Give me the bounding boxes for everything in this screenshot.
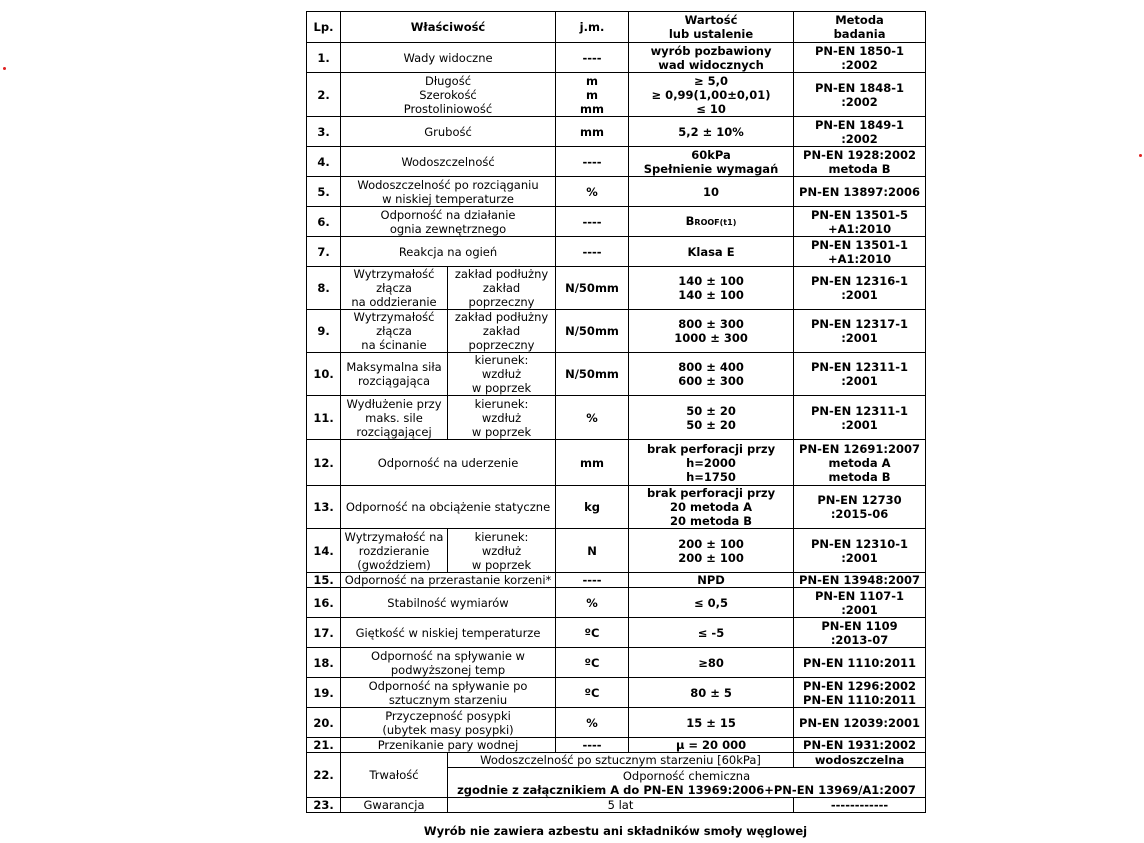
test-method: ------------ [794,798,926,813]
table-row [307,396,926,440]
value: 800 ± 300 1000 ± 300 [629,310,794,353]
test-method: PN-EN 1928:2002 metoda B [794,147,926,177]
row-number: 21. [307,738,341,753]
table-row [307,753,926,768]
property-detail: kierunek: wzdłuż w poprzek [448,353,556,396]
row-number: 6. [307,207,341,237]
unit: ---- [556,738,629,753]
test-method: PN-EN 12317-1 :2001 [794,310,926,353]
property-name: Reakcja na ogień [341,237,556,267]
test-method: PN-EN 13897:2006 [794,177,926,207]
property-name: Wytrzymałość na rozdzieranie (gwoździem) [341,529,448,573]
test-method: PN-EN 12730 :2015-06 [794,486,926,529]
value: 10 [629,177,794,207]
property-name: Wytrzymałość złącza na ścinanie [341,310,448,353]
property-name: Gwarancja [341,798,448,813]
table-row [307,237,926,267]
test-method: PN-EN 12310-1 :2001 [794,529,926,573]
property-name: Wydłużenie przy maks. sile rozciągającej [341,396,448,440]
test-method: PN-EN 1931:2002 [794,738,926,753]
unit: ---- [556,237,629,267]
value: 50 ± 20 50 ± 20 [629,396,794,440]
value: ≤ -5 [629,618,794,648]
table-row [307,678,926,708]
table-row [307,147,926,177]
value: 5 lat [448,798,794,813]
row-number: 2. [307,73,341,117]
unit: ºC [556,678,629,708]
row-number: 23. [307,798,341,813]
value: μ = 20 000 [629,738,794,753]
row-number: 12. [307,440,341,486]
row-number: 17. [307,618,341,648]
table-row [307,738,926,753]
property-detail: kierunek: wzdłuż w poprzek [448,529,556,573]
property-name: Wytrzymałość złącza na oddzieranie [341,267,448,310]
row-number: 1. [307,43,341,73]
unit: ºC [556,618,629,648]
header-unit: j.m. [556,12,629,43]
property-name: Odporność na działanie ognia zewnętrznego [341,207,556,237]
test-method: PN-EN 13948:2007 [794,573,926,588]
table-row [307,207,926,237]
row-number: 19. [307,678,341,708]
unit: ---- [556,43,629,73]
value: brak perforacji przy h=2000 h=1750 [629,440,794,486]
property-name: Stabilność wymiarów [341,588,556,618]
sub-property-chemical [448,768,926,798]
property-name: Wady widoczne [341,43,556,73]
test-method: PN-EN 12691:2007 metoda A metoda B [794,440,926,486]
test-method: PN-EN 1107-1 :2001 [794,588,926,618]
table-row [307,708,926,738]
row-number: 4. [307,147,341,177]
table-row [307,440,926,486]
value: wodoszczelna [794,753,926,768]
unit: mm [556,117,629,147]
property-name: Grubość [341,117,556,147]
table-row [307,177,926,207]
test-method: PN-EN 1110:2011 [794,648,926,678]
row-number: 3. [307,117,341,147]
value: 15 ± 15 [629,708,794,738]
row-number: 5. [307,177,341,207]
unit: % [556,588,629,618]
row-number: 16. [307,588,341,618]
test-method: PN-EN 1296:2002 PN-EN 1110:2011 [794,678,926,708]
header-property: Właściwość [341,12,556,43]
property-name: Wodoszczelność [341,147,556,177]
unit: mm [556,440,629,486]
row-number: 18. [307,648,341,678]
table-row [307,573,926,588]
table-row [307,618,926,648]
unit: N [556,529,629,573]
table-header [307,12,926,43]
unit: % [556,396,629,440]
table-row [307,43,926,73]
value: 60kPa Spełnienie wymagań [629,147,794,177]
value-main: B [685,213,695,228]
unit: % [556,708,629,738]
property-name: Odporność na uderzenie [341,440,556,486]
property-detail: zakład podłużny zakład poprzeczny [448,310,556,353]
table-row [307,310,926,353]
table-row [307,798,926,813]
footer-note: Wyrób nie zawiera azbestu ani składników smoły węglowej [423,824,808,838]
property-name: Odporność na spływanie w podwyższonej temp [341,648,556,678]
row-number: 20. [307,708,341,738]
table-row [307,267,926,310]
table-row [307,353,926,396]
sub-property-title: Odporność chemiczna [622,768,751,783]
value: 5,2 ± 10% [629,117,794,147]
header-value: Wartość lub ustalenie [629,12,794,43]
unit: N/50mm [556,353,629,396]
value [629,207,794,237]
red-mark-left [3,67,6,70]
value: ≥80 [629,648,794,678]
row-number: 7. [307,237,341,267]
row-number: 11. [307,396,341,440]
value: brak perforacji przy 20 metoda A 20 metoda B [629,486,794,529]
unit: ---- [556,207,629,237]
test-method: PN-EN 1849-1 :2002 [794,117,926,147]
unit: N/50mm [556,310,629,353]
property-detail: kierunek: wzdłuż w poprzek [448,396,556,440]
table-row [307,648,926,678]
unit: ---- [556,147,629,177]
table-row [307,588,926,618]
table-row [307,529,926,573]
test-method: PN-EN 1850-1 :2002 [794,43,926,73]
row-number: 9. [307,310,341,353]
red-mark-right [1139,154,1142,157]
test-method: PN-EN 1109 :2013-07 [794,618,926,648]
row-number: 14. [307,529,341,573]
test-method: PN-EN 12311-1 :2001 [794,396,926,440]
value-subscript: ROOF(t1) [694,217,737,227]
property-detail: zakład podłużny zakład poprzeczny [448,267,556,310]
value: 140 ± 100 140 ± 100 [629,267,794,310]
row-number: 22. [307,753,341,798]
test-method: PN-EN 1848-1 :2002 [794,73,926,117]
row-number: 13. [307,486,341,529]
row-number: 10. [307,353,341,396]
header-lp: Lp. [307,12,341,43]
table-row [307,73,926,117]
property-name: Odporność na przerastanie korzeni* [341,573,556,588]
unit: m m mm [556,73,629,117]
value: NPD [629,573,794,588]
property-name: Giętkość w niskiej temperaturze [341,618,556,648]
property-name: Maksymalna siła rozciągająca [341,353,448,396]
unit: % [556,177,629,207]
unit: N/50mm [556,267,629,310]
unit: ---- [556,573,629,588]
properties-table [306,11,926,813]
test-method: PN-EN 12311-1 :2001 [794,353,926,396]
property-name: Długość Szerokość Prostoliniowość [341,73,556,117]
test-method: PN-EN 12039:2001 [794,708,926,738]
row-number: 15. [307,573,341,588]
property-name: Trwałość [341,753,448,798]
value: wyrób pozbawiony wad widocznych [629,43,794,73]
value: Klasa E [629,237,794,267]
header-method: Metoda badania [794,12,926,43]
table-row [307,117,926,147]
property-name: Odporność na spływanie po sztucznym starzeniu [341,678,556,708]
value: 200 ± 100 200 ± 100 [629,529,794,573]
unit: kg [556,486,629,529]
test-method: PN-EN 13501-5 +A1:2010 [794,207,926,237]
sub-property-value: zgodnie z załącznikiem A do PN-EN 13969:2006+PN-EN 13969/A1:2007 [457,782,916,797]
unit: ºC [556,648,629,678]
value: ≤ 0,5 [629,588,794,618]
test-method: PN-EN 13501-1 +A1:2010 [794,237,926,267]
property-name: Przenikanie pary wodnej [341,738,556,753]
test-method: PN-EN 12316-1 :2001 [794,267,926,310]
property-name: Odporność na obciążenie statyczne [341,486,556,529]
row-number: 8. [307,267,341,310]
value: 800 ± 400 600 ± 300 [629,353,794,396]
property-name: Wodoszczelność po rozciąganiu w niskiej temperaturze [341,177,556,207]
value: 80 ± 5 [629,678,794,708]
table-row [307,486,926,529]
sub-property: Wodoszczelność po sztucznym starzeniu [60kPa] [448,753,794,768]
property-name: Przyczepność posypki (ubytek masy posypki) [341,708,556,738]
value: ≥ 5,0 ≥ 0,99(1,00±0,01) ≤ 10 [629,73,794,117]
